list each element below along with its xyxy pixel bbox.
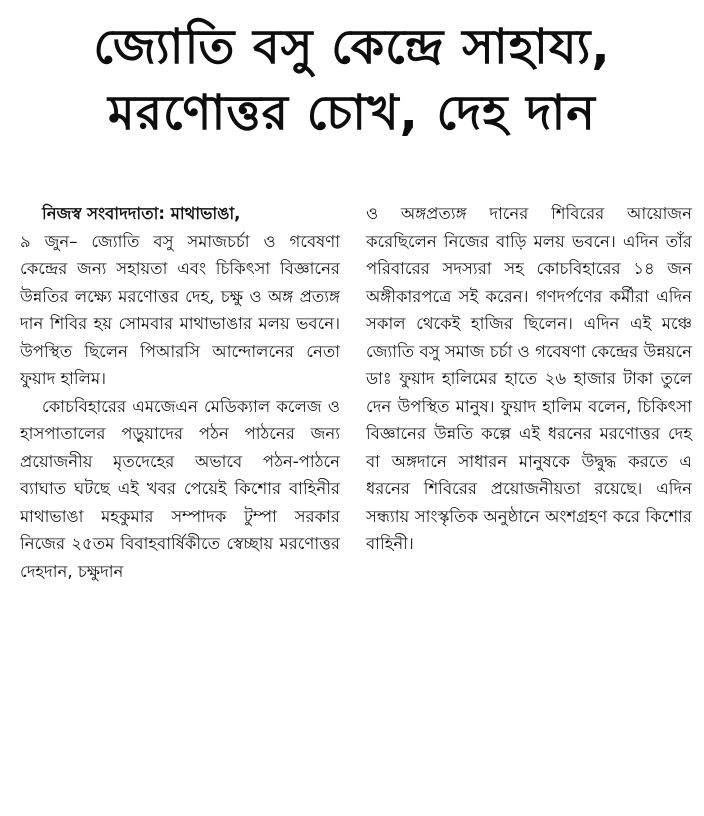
article-column-right — [366, 200, 692, 558]
article-paragraph-1: ৯ জুন– জ্যোতি বসু সমাজচর্চা ও গবেষণা কেন্দ্রের জন্য সহায়তা এবং চিকিৎসা বিজ্ঞানের উন্নতির লক্ষ্যে মরণোত্তর দেহ, চক্ষু ও অঙ্গ প্রত্যঙ্গ দান শিবির হয় সোমবার মাথাভাঙার মলয় ভবনে। উপস্থিত ছিলেন পিআরসি আন্দোলনের নেতা ফুয়াদ হালিম। — [20, 231, 340, 388]
headline-line-1: জ্যোতি বসু কেন্দ্রে সাহায্য, — [93, 19, 611, 75]
headline — [0, 14, 704, 146]
column-divider — [352, 204, 353, 804]
article-paragraph-3: ও অঙ্গপ্রত্যঙ্গ দানের শিবিরের আয়োজন করেছিলেন নিজের বাড়ি মলয় ভবনে। এদিন তাঁর পরিবারের সদস্যরা সহ কোচবিহারের ১৪ জন অঙ্গীকারপত্রে সই করেন। গণদর্পণের কর্মীরা এদিন সকাল থেকেই হাজির ছিলেন। এদিন এই মঞ্চে জ্যোতি বসু সমাজ চর্চা ও গবেষণা কেন্দ্রের উন্নয়নে ডাঃ ফুয়াদ হালিমের হাতে ২৬ হাজার টাকা তুলে দেন উপস্থিত মানুষ। ফুয়াদ হালিম বলেন, চিকিৎসা বিজ্ঞানের উন্নতি কল্পে এই ধরনের মরণোত্তর দেহ বা অঙ্গদানে সাধারন মানুষকে উদ্বুদ্ধ করতে এ ধরনের শিবিরের প্রয়োজনীয়তা রয়েছে। এদিন সন্ধ্যায় সাংস্কৃতিক অনুষ্ঠানে অংশগ্রহণ করে কিশোর বাহিনী। — [366, 204, 692, 553]
article-column-left — [20, 200, 340, 585]
article-paragraph-2: কোচবিহারের এমজেএন মেডিক্যাল কলেজ ও হাসপাতালের পড়ুয়াদের পঠন পাঠনের জন্য প্রয়োজনীয় মৃতদেহের অভাবে পঠন-পাঠনে ব্যাঘাত ঘটছে এই খবর পেয়েই কিশোর বাহিনীর মাথাভাঙা মহকুমার সম্পাদক টুম্পা সরকার নিজের ২৫তম বিবাহবার্ষিকীতে স্বেচ্ছায় মরণোত্তর দেহদান, চক্ষুদান — [20, 396, 340, 581]
headline-line-2: মরণোত্তর চোখ, দেহ দান — [108, 85, 596, 141]
article-byline-paragraph — [20, 200, 340, 228]
article-byline: নিজস্ব সংবাদদাতা: মাথাভাঙা, — [42, 204, 241, 223]
